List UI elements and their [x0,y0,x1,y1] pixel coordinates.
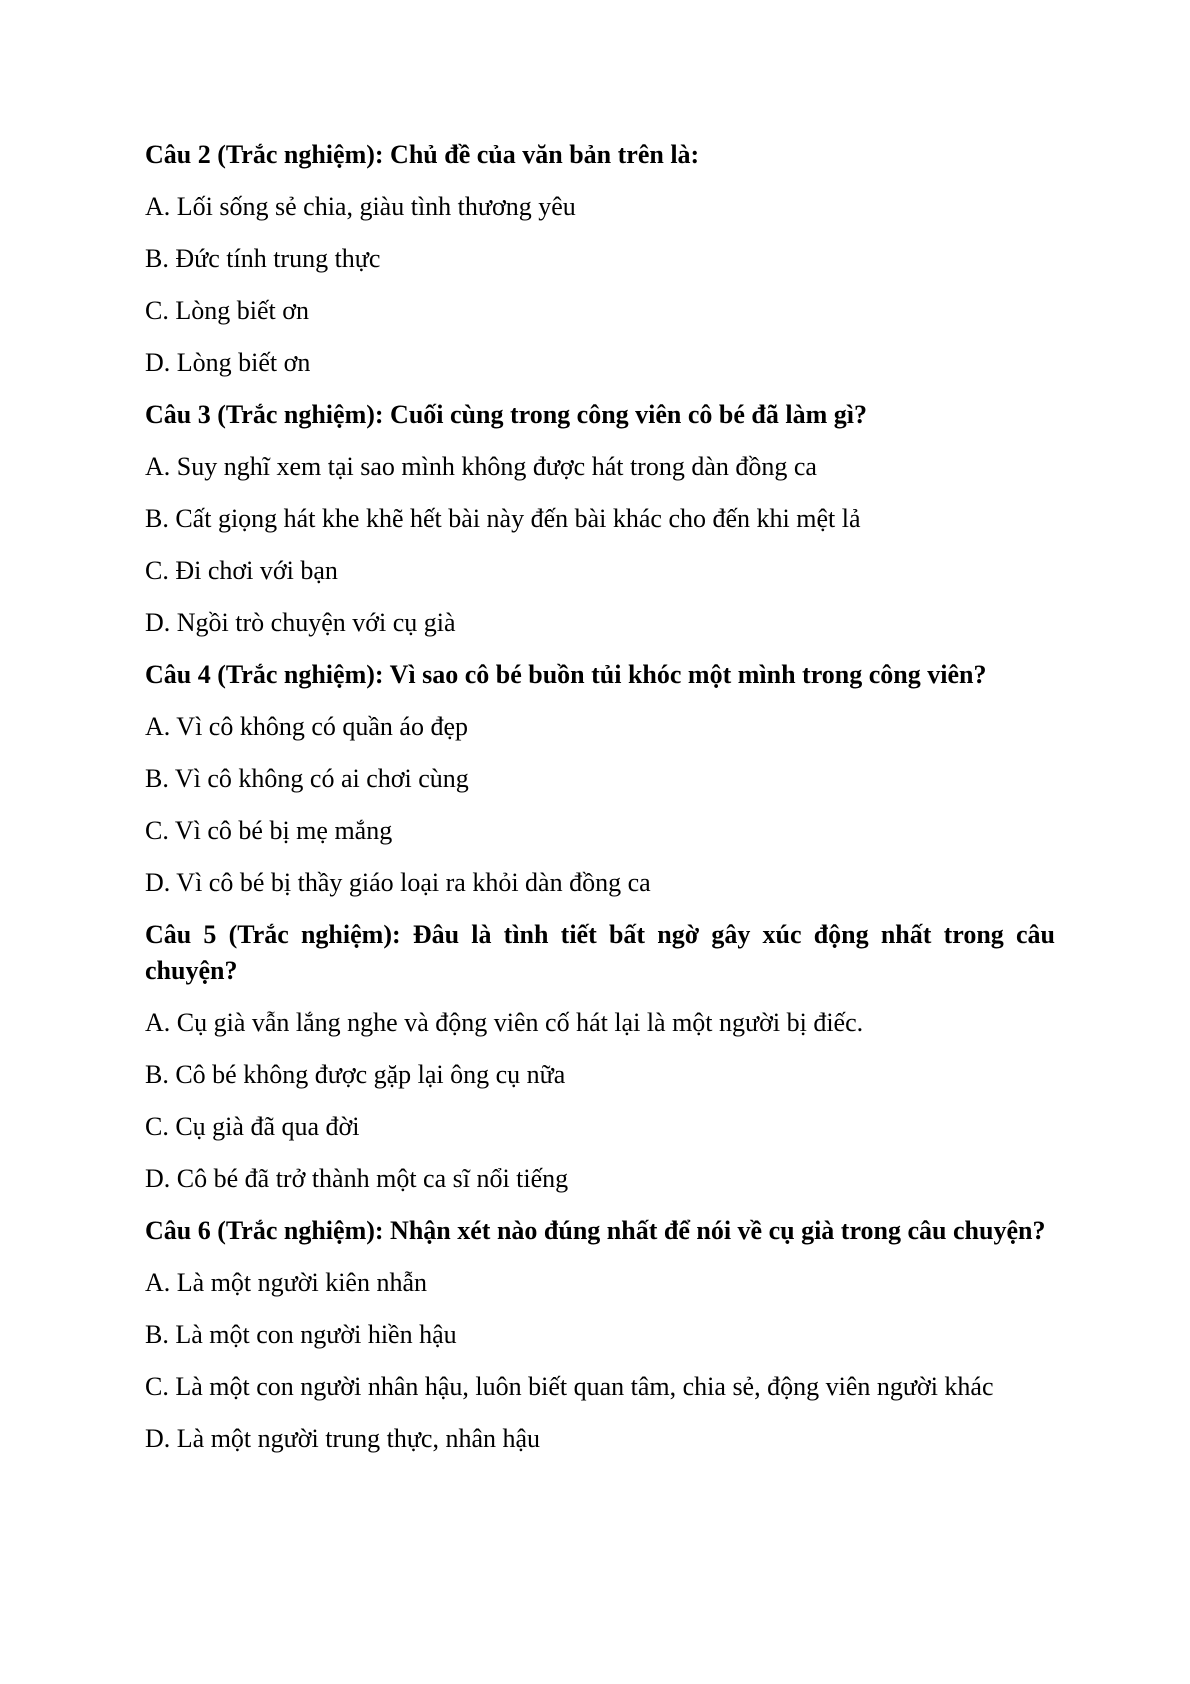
answer-option-b: B. Là một con người hiền hậu [145,1320,457,1349]
answer-option-c: C. Lòng biết ơn [145,296,309,325]
answer-option-b: B. Vì cô không có ai chơi cùng [145,764,469,793]
question-4 [145,657,1055,901]
document-page [145,137,1055,1473]
question-6 [145,1213,1055,1457]
answer-option-a: A. Là một người kiên nhẫn [145,1268,428,1297]
answer-option-d: D. Ngồi trò chuyện với cụ già [145,608,456,637]
question-title: Câu 6 (Trắc nghiệm): Nhận xét nào đúng nhất để nói về cụ già trong câu chuyện? [145,1216,1046,1245]
answer-option-b: B. Cất giọng hát khe khẽ hết bài này đến bài khác cho đến khi mệt lả [145,504,861,533]
answer-option-a: A. Suy nghĩ xem tại sao mình không được hát trong dàn đồng ca [145,452,817,481]
answer-option-d: D. Vì cô bé bị thầy giáo loại ra khỏi dàn đồng ca [145,868,651,897]
question-title: Câu 2 (Trắc nghiệm): Chủ đề của văn bản trên là: [145,140,700,169]
answer-option-d: D. Lòng biết ơn [145,348,311,377]
answer-option-a: A. Cụ già vẫn lắng nghe và động viên cố hát lại là một người bị điếc. [145,1008,864,1037]
answer-option-c: C. Là một con người nhân hậu, luôn biết quan tâm, chia sẻ, động viên người khác [145,1372,994,1401]
question-3 [145,397,1055,641]
answer-option-d: D. Là một người trung thực, nhân hậu [145,1424,541,1453]
answer-option-c: C. Vì cô bé bị mẹ mắng [145,816,393,845]
question-title: Câu 5 (Trắc nghiệm): Đâu là tình tiết bất ngờ gây xúc động nhất trong câu chuyện? [145,920,1055,985]
answer-option-a: A. Lối sống sẻ chia, giàu tình thương yêu [145,192,576,221]
answer-option-c: C. Cụ già đã qua đời [145,1112,360,1141]
answer-option-a: A. Vì cô không có quần áo đẹp [145,712,469,741]
answer-option-c: C. Đi chơi với bạn [145,556,338,585]
question-title: Câu 3 (Trắc nghiệm): Cuối cùng trong công viên cô bé đã làm gì? [145,400,867,429]
answer-option-b: B. Đức tính trung thực [145,244,381,273]
answer-option-b: B. Cô bé không được gặp lại ông cụ nữa [145,1060,566,1089]
question-title: Câu 4 (Trắc nghiệm): Vì sao cô bé buồn tủi khóc một mình trong công viên? [145,660,987,689]
answer-option-d: D. Cô bé đã trở thành một ca sĩ nổi tiếng [145,1164,569,1193]
question-2 [145,137,1055,381]
question-5 [145,917,1055,1197]
